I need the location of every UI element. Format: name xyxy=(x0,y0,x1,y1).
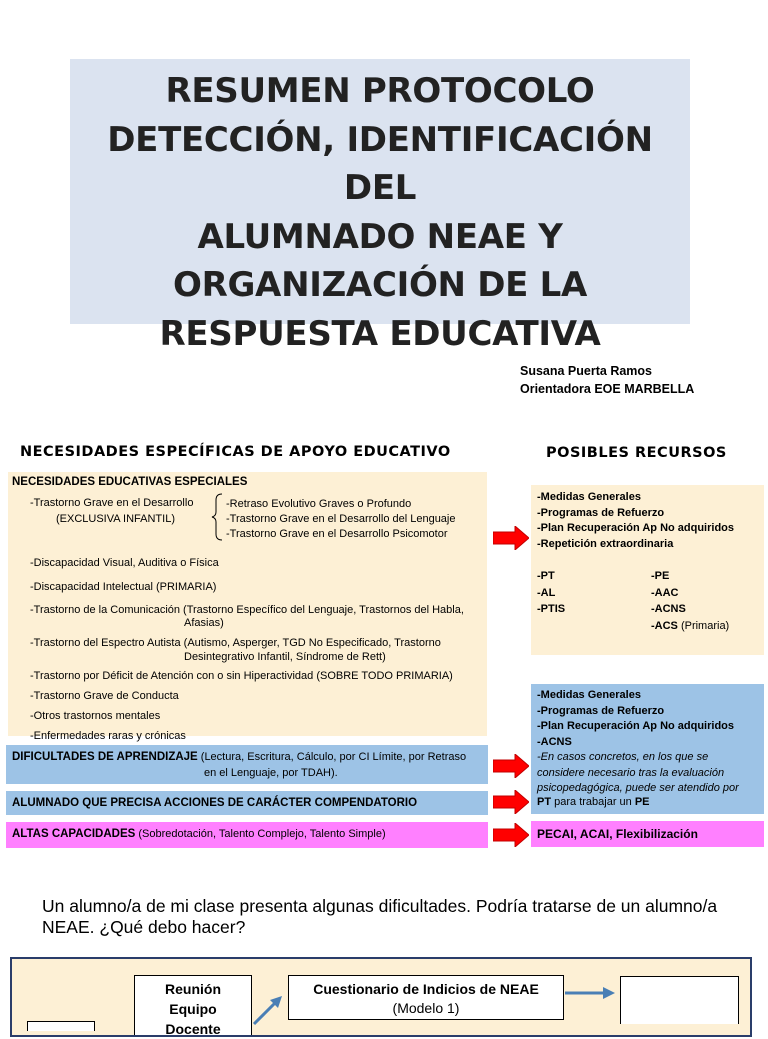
dificultades-text: DIFICULTADES DE APRENDIZAJE (Lectura, Escritura, Cálculo, por CI Límite, por Retraso xyxy=(12,751,467,763)
recursos-altas-label: PECAI, ACAI, Flexibilización xyxy=(537,827,698,841)
nee-item: -Trastorno de la Comunicación (Trastorno Específico del Lenguaje, Trastornos del Habla, xyxy=(30,604,464,616)
arrow-right-icon xyxy=(493,823,529,847)
tgd-item: -Retraso Evolutivo Graves o Profundo xyxy=(226,498,412,510)
flow-box-cuestionario: Cuestionario de Indicios de NEAE (Modelo 1) xyxy=(288,975,564,1020)
question-text: Un alumno/a de mi clase presenta algunas dificultades. Podría tratarse de un alumno/a NEAE. ¿Qué debo hacer? xyxy=(42,896,718,937)
nee-item: -Trastorno por Déficit de Atención con o sin Hiperactividad (SOBRE TODO PRIMARIA) xyxy=(30,670,453,682)
author-name: Susana Puerta Ramos xyxy=(520,364,652,378)
flow-box-next xyxy=(620,976,739,1024)
tgd-item: -Trastorno Grave en el Desarrollo Psicomotor xyxy=(226,528,448,540)
tgd-item: -Trastorno Grave en el Desarrollo del Lenguaje xyxy=(226,513,456,525)
author-role: Orientadora EOE MARBELLA xyxy=(520,382,695,396)
nee-item: -Discapacidad Visual, Auditiva o Física xyxy=(30,557,219,569)
nee-item: -Trastorno Grave de Conducta xyxy=(30,690,179,702)
recursos-nee-col2: -PE -AAC -ACNS -ACS (Primaria) xyxy=(651,570,730,632)
arrow-right-icon xyxy=(493,754,529,778)
recursos-dificultades-list: -Medidas Generales -Programas de Refuerzo -Plan Recuperación Ap No adquiridos -ACNS xyxy=(537,689,735,748)
recursos-dificultades-note-end: PT para trabajar un PE xyxy=(537,796,650,808)
nee-item: -Otros trastornos mentales xyxy=(30,710,161,722)
nee-item: -Discapacidad Intelectual (PRIMARIA) xyxy=(30,581,217,593)
tgd-label: -Trastorno Grave en el Desarrollo xyxy=(30,497,194,509)
recursos-dificultades-note: -En casos concretos, en los que se considere necesario tras la evaluación psicopedagógica, puede ser atendido por xyxy=(537,751,739,794)
flow-box-reunion: Reunión Equipo Docente xyxy=(134,975,252,1035)
section-header-recursos: POSIBLES RECURSOS xyxy=(546,445,727,461)
brace-icon xyxy=(210,492,226,542)
altas-text: ALTAS CAPACIDADES (Sobredotación, Talento Complejo, Talento Simple) xyxy=(12,828,386,840)
recursos-nee-list: -Medidas Generales -Programas de Refuerzo -Plan Recuperación Ap No adquiridos -Repetición extraordinaria xyxy=(537,491,735,550)
nee-item: -Trastorno del Espectro Autista (Autismo, Asperger, TGD No Especificado, Trastorno xyxy=(30,637,441,649)
tgd-sub: (EXCLUSIVA INFANTIL) xyxy=(56,513,175,525)
flow-box-start xyxy=(27,1021,95,1031)
arrow-right-icon xyxy=(493,790,529,814)
recursos-nee-col1: -PT -AL -PTIS xyxy=(537,570,566,615)
arrow-right-icon xyxy=(493,526,529,550)
page-title: RESUMEN PROTOCOLO DETECCIÓN, IDENTIFICACIÓN DEL ALUMNADO NEAE Y ORGANIZACIÓN DE LA RESPUESTA EDUCATIVA xyxy=(107,71,653,354)
nee-item-cont: Afasias) xyxy=(184,617,224,629)
flow-arrow-icon xyxy=(565,985,617,1001)
flow-arrow-icon xyxy=(250,994,286,1026)
section-header-neae: NECESIDADES ESPECÍFICAS DE APOYO EDUCATIVO xyxy=(20,444,451,460)
dificultades-text-cont: en el Lenguaje, por TDAH). xyxy=(204,767,338,779)
nee-title: NECESIDADES EDUCATIVAS ESPECIALES xyxy=(12,476,248,488)
compensatoria-label: ALUMNADO QUE PRECISA ACCIONES DE CARÁCTER COMPENDATORIO xyxy=(12,797,418,809)
nee-item-cont: Desintegrativo Infantil, Síndrome de Rett) xyxy=(184,651,386,663)
nee-item: -Enfermedades raras y crónicas xyxy=(30,730,186,742)
